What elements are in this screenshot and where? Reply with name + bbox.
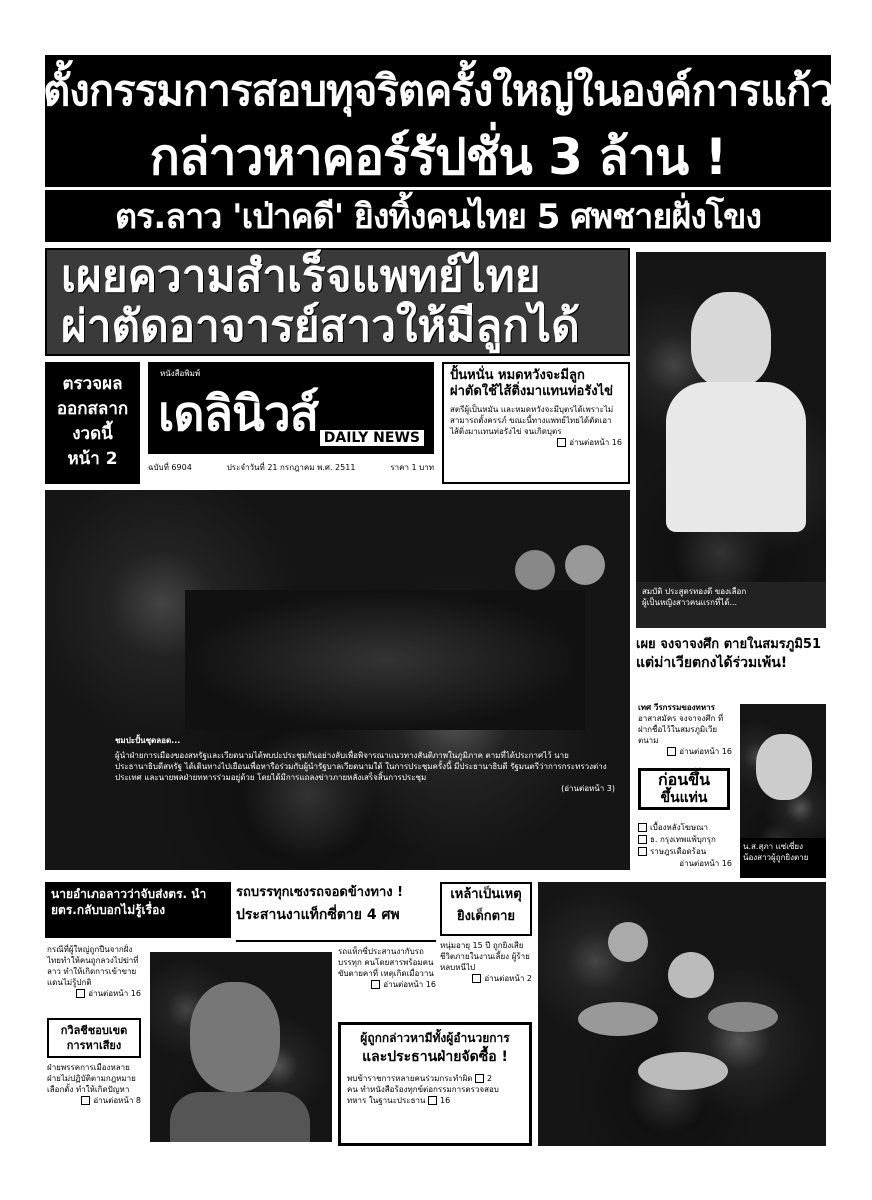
story-accuse bbox=[338, 1022, 532, 1146]
main-photo-caption bbox=[115, 735, 615, 865]
cooking-photo bbox=[538, 882, 826, 1146]
story-truck-body: รถแท็กซี่ประสานงากับรถบรรทุก คนโดยสารพร้อมคนขับตายคาที่ เหตุเกิดเมื่อวาน bbox=[338, 947, 434, 978]
masthead-date: ประจำวันที่ 21 กรกฎาคม พ.ศ. 2511 bbox=[226, 463, 356, 472]
forecast-box bbox=[636, 768, 734, 878]
main-photo-caption-title: ชมปะปั้นชุดลอด... bbox=[115, 736, 181, 745]
story-truck-head2: ประสานงาแท็กซี่ตาย 4 ศพ bbox=[236, 907, 400, 923]
story-truck-cont[interactable]: อ่านต่อหน้า 16 bbox=[338, 979, 436, 990]
portrait-caption-line2: ผู้เป็นหญิงสาวคนแรกที่ได้... bbox=[642, 598, 738, 607]
story-infertility bbox=[442, 362, 630, 484]
story-thieves-head2: ยิงเด็กตาย bbox=[456, 909, 516, 924]
masthead-logo: เดลินิวส์ bbox=[158, 386, 319, 442]
masthead-info bbox=[148, 462, 434, 473]
forecast-cont[interactable]: อ่านต่อหน้า 16 bbox=[679, 859, 732, 868]
forecast-logo-line2: ขึ้นแท่น bbox=[660, 790, 708, 806]
cooking-figure1 bbox=[608, 922, 648, 962]
portrait-caption bbox=[636, 582, 826, 628]
story-infertility-head1: ปั้นหนั่น หมดหวังจะมีลูก bbox=[450, 368, 585, 383]
story-thieves bbox=[440, 882, 532, 936]
main-photo-caption-body: ผู้นำฝ่ายการเมืองของสหรัฐและเวียดนามได้พบปะประชุมกันอย่างลับเพื่อพิจารณาแนวทางสันติภาพในภูมิภาค ตามที่ได้ประกาศไว้ นายประธานาธิบดีสหรัฐ ได้เดินทางไปเยือนเพื่อหารือร่วมกับผู้นำรัฐบาลเวียดนามใต้ ในการประชุมครั้งนี้ มีประธานาธิบดี รัฐมนตรีว่าการกระทรวงต่างประเทศ และนายพลฝ่ายทหารร่วมอยู่ด้วย โดยได้มีการแถลงข่าวภายหลังเสร็จสิ้นการประชุม bbox=[115, 751, 607, 782]
main-photo-figure1 bbox=[515, 550, 555, 590]
story-infertility-body: สตรีผู้เป็นหมัน และหมดหวังจะมีบุตรได้เพราะไม่สามารถตั้งครรภ์ ขณะนี้ทางแพทย์ไทยได้ตัดเอาไส้ติ่งมาแทนท่อรังไข่ จนเกิดบุตร bbox=[450, 405, 614, 436]
story-laos-police-body: กรณีที่ผู้ใหญ่ถูกปืนจากฝั่งไทยทำให้คนถูกลวงไปฆ่าที่ลาว ทำให้เกิดการเข้าขายแดนไม่รู้ปกติ bbox=[47, 945, 139, 987]
lottery-box bbox=[45, 362, 140, 484]
story-thieves-head1: เหล้าเป็นเหตุ bbox=[450, 887, 522, 902]
story-infertility-head2: ผ่าตัดใช้ไส้ติ่งมาแทนท่อรังไข่ bbox=[450, 384, 614, 399]
story-campaign-body: ฝ่ายพรรคการเมืองหลายฝ่ายไม่ปฏิบัติตามกฎหมายเลือกตั้ง ทำให้เกิดปัญหา bbox=[47, 1063, 136, 1094]
girl-caption-line2: น้องสาวผู้ถูกยิงตาย bbox=[743, 853, 809, 862]
story-laos-war-head2: แต่ม่าเวียตกงได้ร่วมเพ้น! bbox=[636, 655, 788, 671]
forecast-logo bbox=[638, 768, 730, 810]
cooking-figure2 bbox=[668, 952, 714, 998]
story-truck bbox=[236, 882, 436, 942]
man-face bbox=[190, 982, 280, 1092]
man-photo bbox=[150, 952, 332, 1142]
story-accuse-items bbox=[347, 1073, 523, 1106]
masthead-logo-box bbox=[148, 362, 434, 454]
girl-photo bbox=[740, 704, 826, 878]
main-photo-caption-cont[interactable]: (อ่านต่อหน้า 3) bbox=[561, 784, 615, 793]
main-photo-table bbox=[185, 590, 585, 730]
masthead-issue: ฉบับที่ 6904 bbox=[148, 463, 192, 472]
main-photo bbox=[45, 490, 630, 870]
masthead-price: ราคา 1 บาท bbox=[390, 463, 434, 472]
forecast-items bbox=[638, 822, 732, 870]
portrait-body bbox=[666, 382, 806, 532]
forecast-item1[interactable]: เบื้องหลังโฆษณา bbox=[638, 822, 732, 834]
portrait-photo bbox=[636, 252, 826, 628]
masthead-logo-en: DAILY NEWS bbox=[320, 430, 424, 446]
headline-doctors-line1: เผยความสำเร็จแพทย์ไทย bbox=[61, 251, 541, 302]
cooking-pot1 bbox=[578, 1002, 658, 1036]
story-infertility-cont[interactable]: อ่านต่อหน้า 16 bbox=[450, 437, 622, 448]
forecast-item3[interactable]: ราษฎรเดือดร้อน bbox=[638, 846, 732, 858]
story-accuse-item3: ทหาร ในฐานะประธาน 16 bbox=[347, 1096, 451, 1105]
story-thieves-cont[interactable]: อ่านต่อหน้า 2 bbox=[440, 973, 532, 984]
headline-doctors bbox=[45, 248, 630, 356]
story-truck-text bbox=[338, 946, 436, 1016]
man-body bbox=[170, 1092, 310, 1142]
story-campaign-cont[interactable]: อ่านต่อหน้า 8 bbox=[47, 1095, 141, 1106]
portrait-caption-line1: สมบัติ ประสูตรทองดี ของเลือก bbox=[642, 587, 747, 596]
lottery-line4: หน้า 2 bbox=[67, 449, 118, 469]
headline-main: กล่าวหาคอร์รัปชั่น 3 ล้าน ! bbox=[45, 127, 831, 187]
lottery-line3: งวดนี้ bbox=[72, 424, 113, 444]
girl-caption-line1: น.ส.สุภา แซ่เซี่ยง bbox=[743, 842, 803, 851]
story-laos-war-body: อาสาสมัคร จงจาจงศึก ที่ฝากชื่อไว้ในสมรภูมิเวียตนาม bbox=[638, 714, 724, 745]
story-accuse-item2: คน ทำหนังสือร้องทุกข์ต่อกรรมการตรวจสอบ bbox=[347, 1085, 499, 1094]
story-campaign bbox=[45, 1016, 143, 1151]
story-thieves-body: หนุ่มอายุ 15 ปี ถูกยิงเสียชีวิตภายในงานเลี้ยง ผู้ร้ายหลบหนีไป bbox=[440, 941, 530, 972]
story-laos-war-byline: เทศ วีรกรรมของทหาร bbox=[638, 703, 715, 712]
forecast-logo-line1: ก่อนขึ้น bbox=[657, 770, 711, 789]
story-thieves-text bbox=[440, 940, 532, 1018]
story-laos-war-text bbox=[636, 700, 734, 764]
lottery-line1: ตรวจผล bbox=[62, 374, 123, 394]
girl-face bbox=[756, 734, 812, 800]
headline-doctors-line2: ผ่าตัดอาจารย์สาวให้มีลูกได้ bbox=[61, 301, 580, 352]
headline-top: ตั้งกรรมการสอบทุจริตครั้งใหญ่ในองค์การแก้ว bbox=[45, 55, 831, 127]
story-accuse-head2: และประธานฝ่ายจัดซื้อ ! bbox=[362, 1049, 508, 1065]
main-photo-figure2 bbox=[565, 545, 605, 585]
story-laos-war-cont[interactable]: อ่านต่อหน้า 16 bbox=[638, 746, 732, 757]
story-truck-head1: รถบรรทุกเซงรถจอดข้างทาง ! bbox=[236, 885, 404, 900]
story-laos-war bbox=[636, 636, 826, 696]
story-campaign-head: กวิลชีชอบเขต การหาเสียง bbox=[47, 1018, 141, 1058]
story-laos-police-head-text: นายอำเภอลาวว่าจับส่งตร. นำยตร.กลับบอกไม่รู้เรื่อง bbox=[51, 887, 207, 917]
story-laos-war-head1: เผย จงจาจงศึก ตายในสมรภูมิ51 bbox=[636, 637, 822, 652]
girl-caption bbox=[740, 838, 826, 878]
forecast-item2[interactable]: ธ. กรุงเทพแพ้บุกรุก bbox=[638, 834, 732, 846]
story-laos-police-cont[interactable]: อ่านต่อหน้า 16 bbox=[47, 988, 141, 999]
lottery-line2: ออกสลาก bbox=[56, 399, 129, 419]
story-accuse-item1: พบข้าราชการหลายคนร่วมกระทำผิด 2 bbox=[347, 1074, 493, 1083]
cooking-pot3 bbox=[708, 1002, 778, 1032]
story-laos-police-head bbox=[45, 882, 231, 938]
story-accuse-head1: ผู้ถูกกล่าวหามีทั้งผู้อำนวยการ bbox=[360, 1031, 510, 1045]
portrait-face bbox=[691, 292, 771, 387]
masthead-tagline: หนังสือพิมพ์ bbox=[160, 369, 201, 378]
story-laos-police bbox=[45, 942, 143, 1012]
headline-laos: ตร.ลาว 'เป่าคดี' ยิงทิ้งคนไทย 5 ศพชายฝั่งโขง bbox=[45, 190, 831, 242]
cooking-pot2 bbox=[638, 1052, 728, 1090]
masthead bbox=[148, 362, 434, 484]
